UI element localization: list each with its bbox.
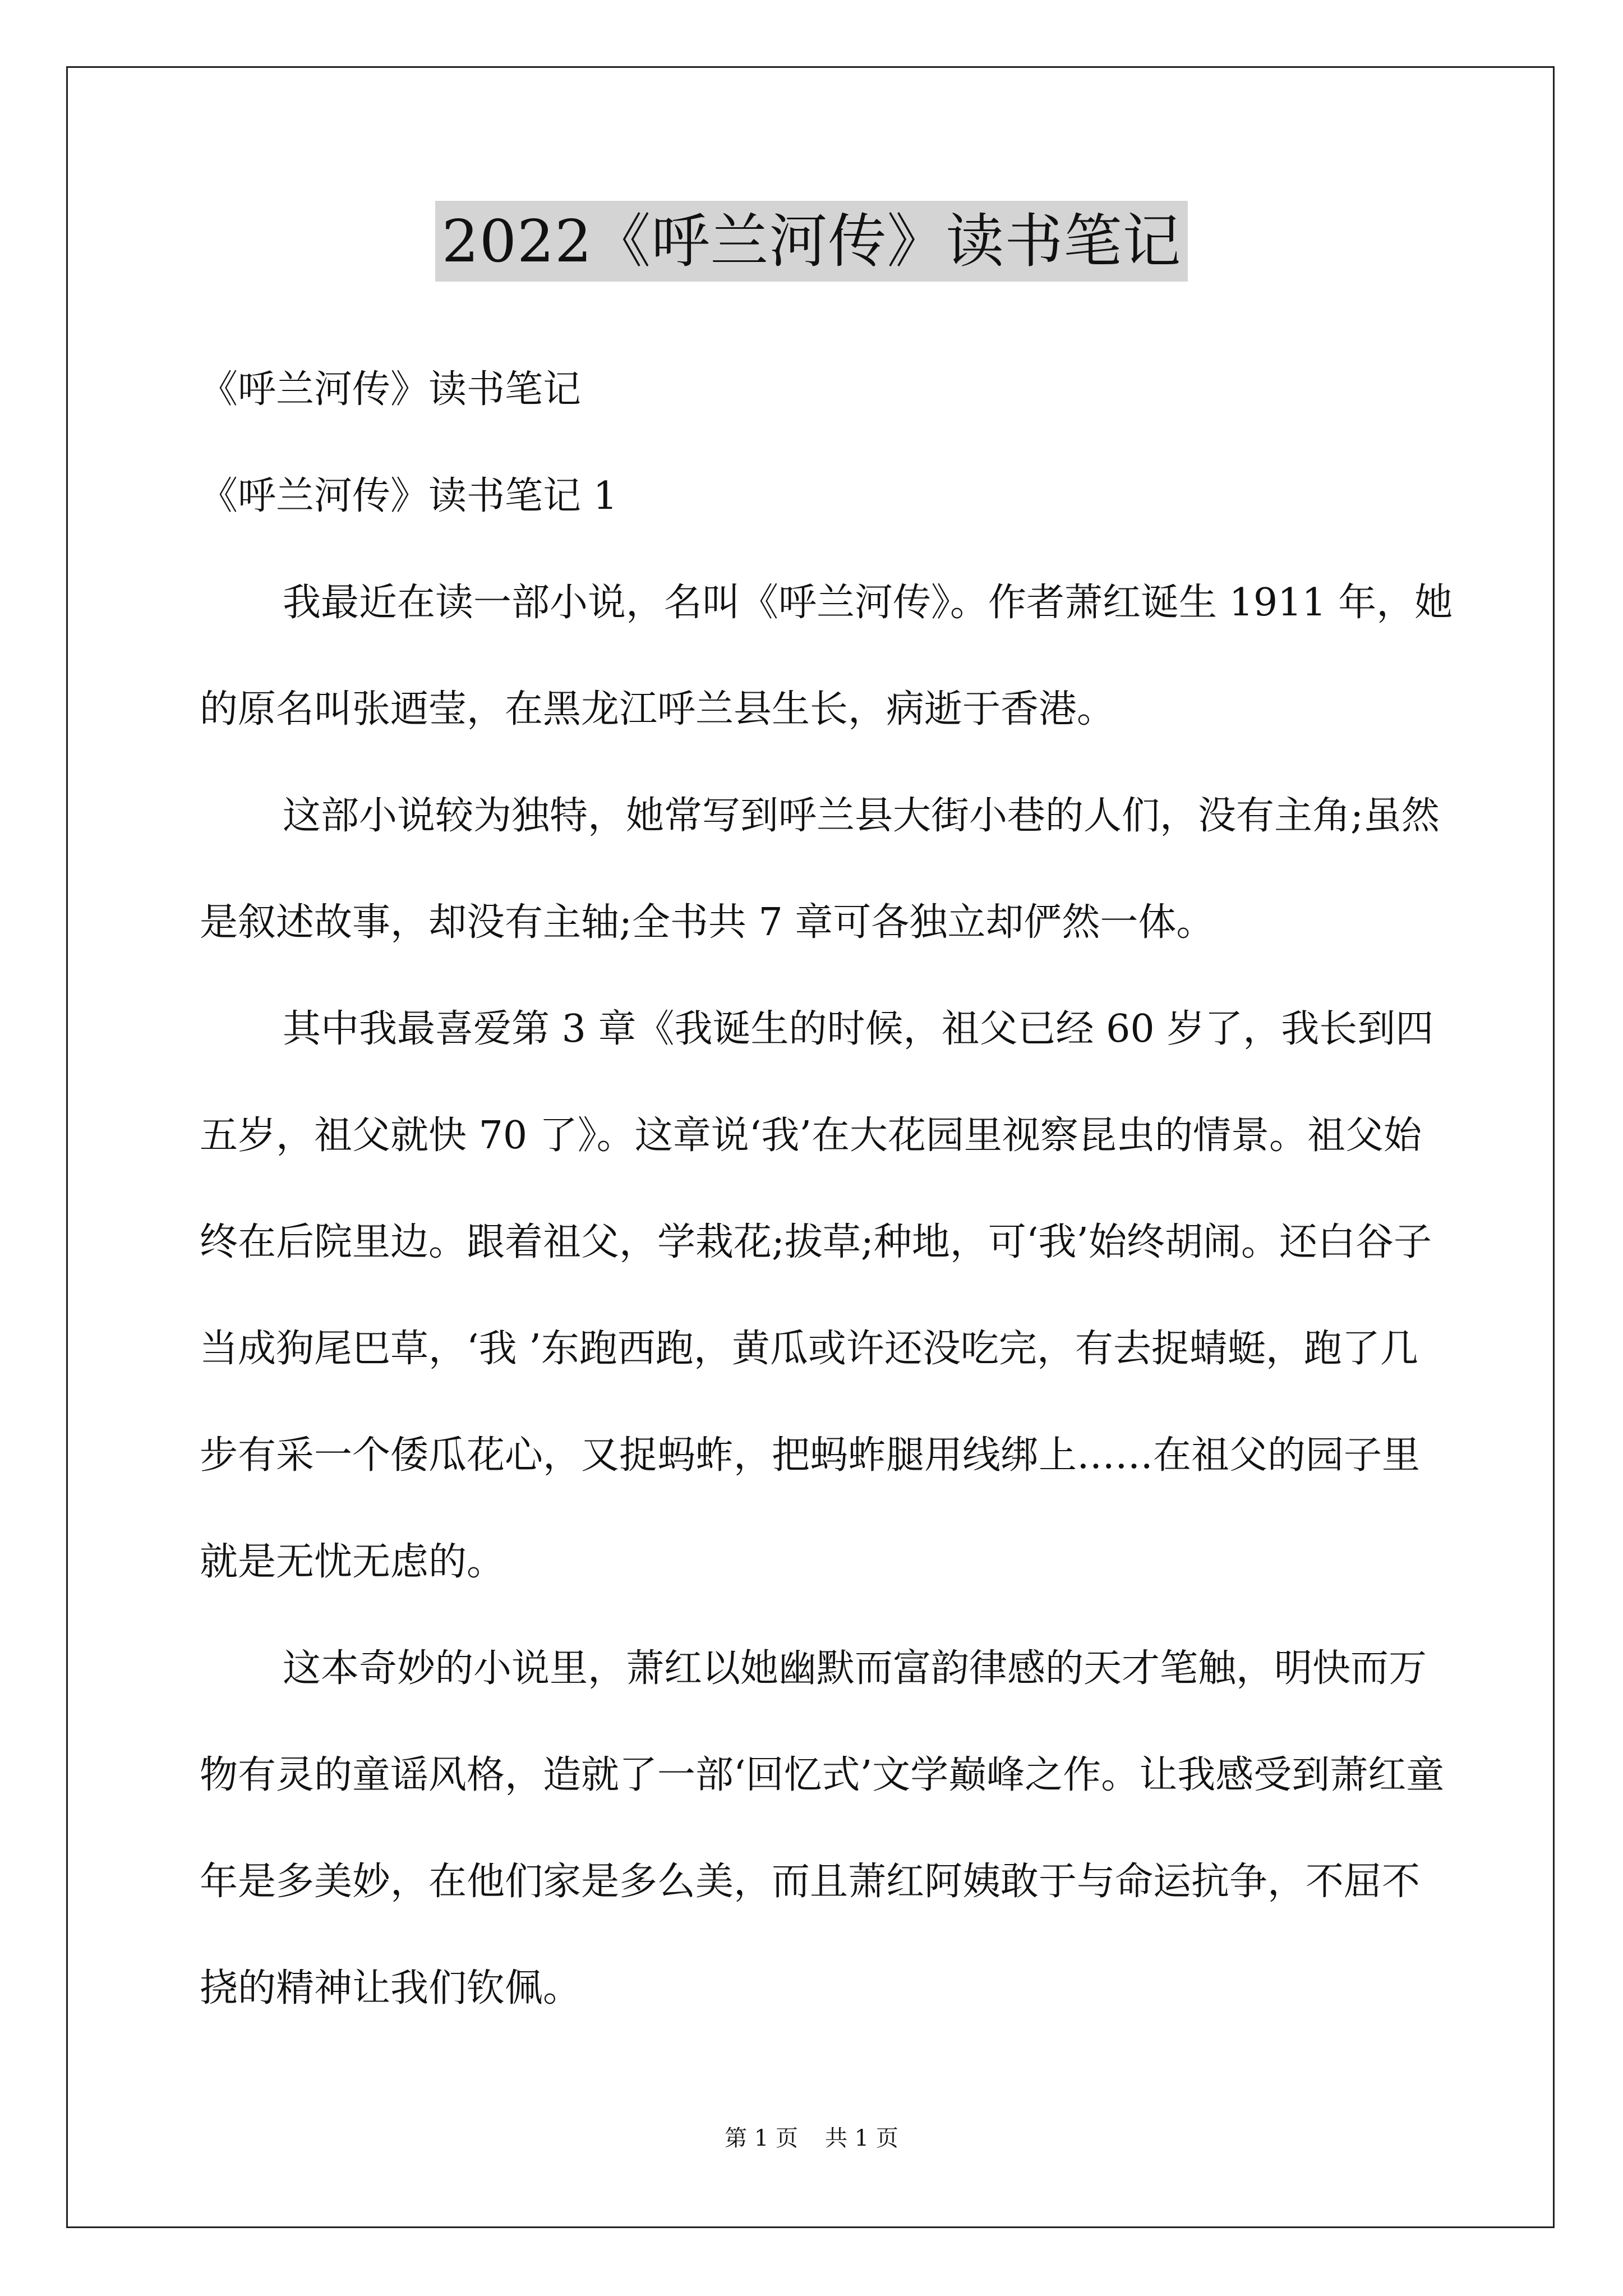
- page-footer: [0, 2122, 1623, 2155]
- subsection-heading: 《呼兰河传》读书笔记 1: [200, 474, 617, 518]
- document-title: 2022《呼兰河传》读书笔记: [435, 201, 1188, 282]
- page-total: 共 1 页: [825, 2125, 898, 2151]
- paragraph-intro: 我最近在读一部小说，名叫《呼兰河传》。作者萧红诞生 1911 年，她的原名叫张迺莹，在黑龙江呼兰县生长，病逝于香港。: [200, 581, 1453, 731]
- section-heading: 《呼兰河传》读书笔记: [200, 367, 582, 412]
- document-title-row: [0, 201, 1623, 296]
- paragraph-chapter-three: 其中我最喜爱第 3 章《我诞生的时候，祖父已经 60 岁了，我长到四五岁，祖父就快 70 了》。这章说‘我’在大花园里视察昆虫的情景。祖父始终在后院里边。跟着祖父，学栽花;拔草;种地，可‘我’始终胡闹。还白谷子当成狗尾巴草，‘我 ’东跑西跑，黄瓜或许还没吃完，有去捉蜻蜓，跑了几步有采一个倭瓜花心，又捉蚂蚱，把蚂蚱腿用线绑上……在祖父的园子里就是无忧无虑的。: [200, 1007, 1434, 1584]
- paragraph-structure: 这部小说较为独特，她常写到呼兰县大街小巷的人们，没有主角;虽然是叙述故事，却没有主轴;全书共 7 章可各独立却俨然一体。: [200, 794, 1440, 945]
- document-body: [200, 337, 1456, 2042]
- paragraph-conclusion: 这本奇妙的小说里，萧红以她幽默而富韵律感的天才笔触，明快而万物有灵的童谣风格，造就了一部‘回忆式’文学巅峰之作。让我感受到萧红童年是多美妙，在他们家是多么美，而且萧红阿姨敢于与命运抗争，不屈不挠的精神让我们钦佩。: [200, 1646, 1445, 2010]
- page-number: 第 1 页: [725, 2125, 798, 2151]
